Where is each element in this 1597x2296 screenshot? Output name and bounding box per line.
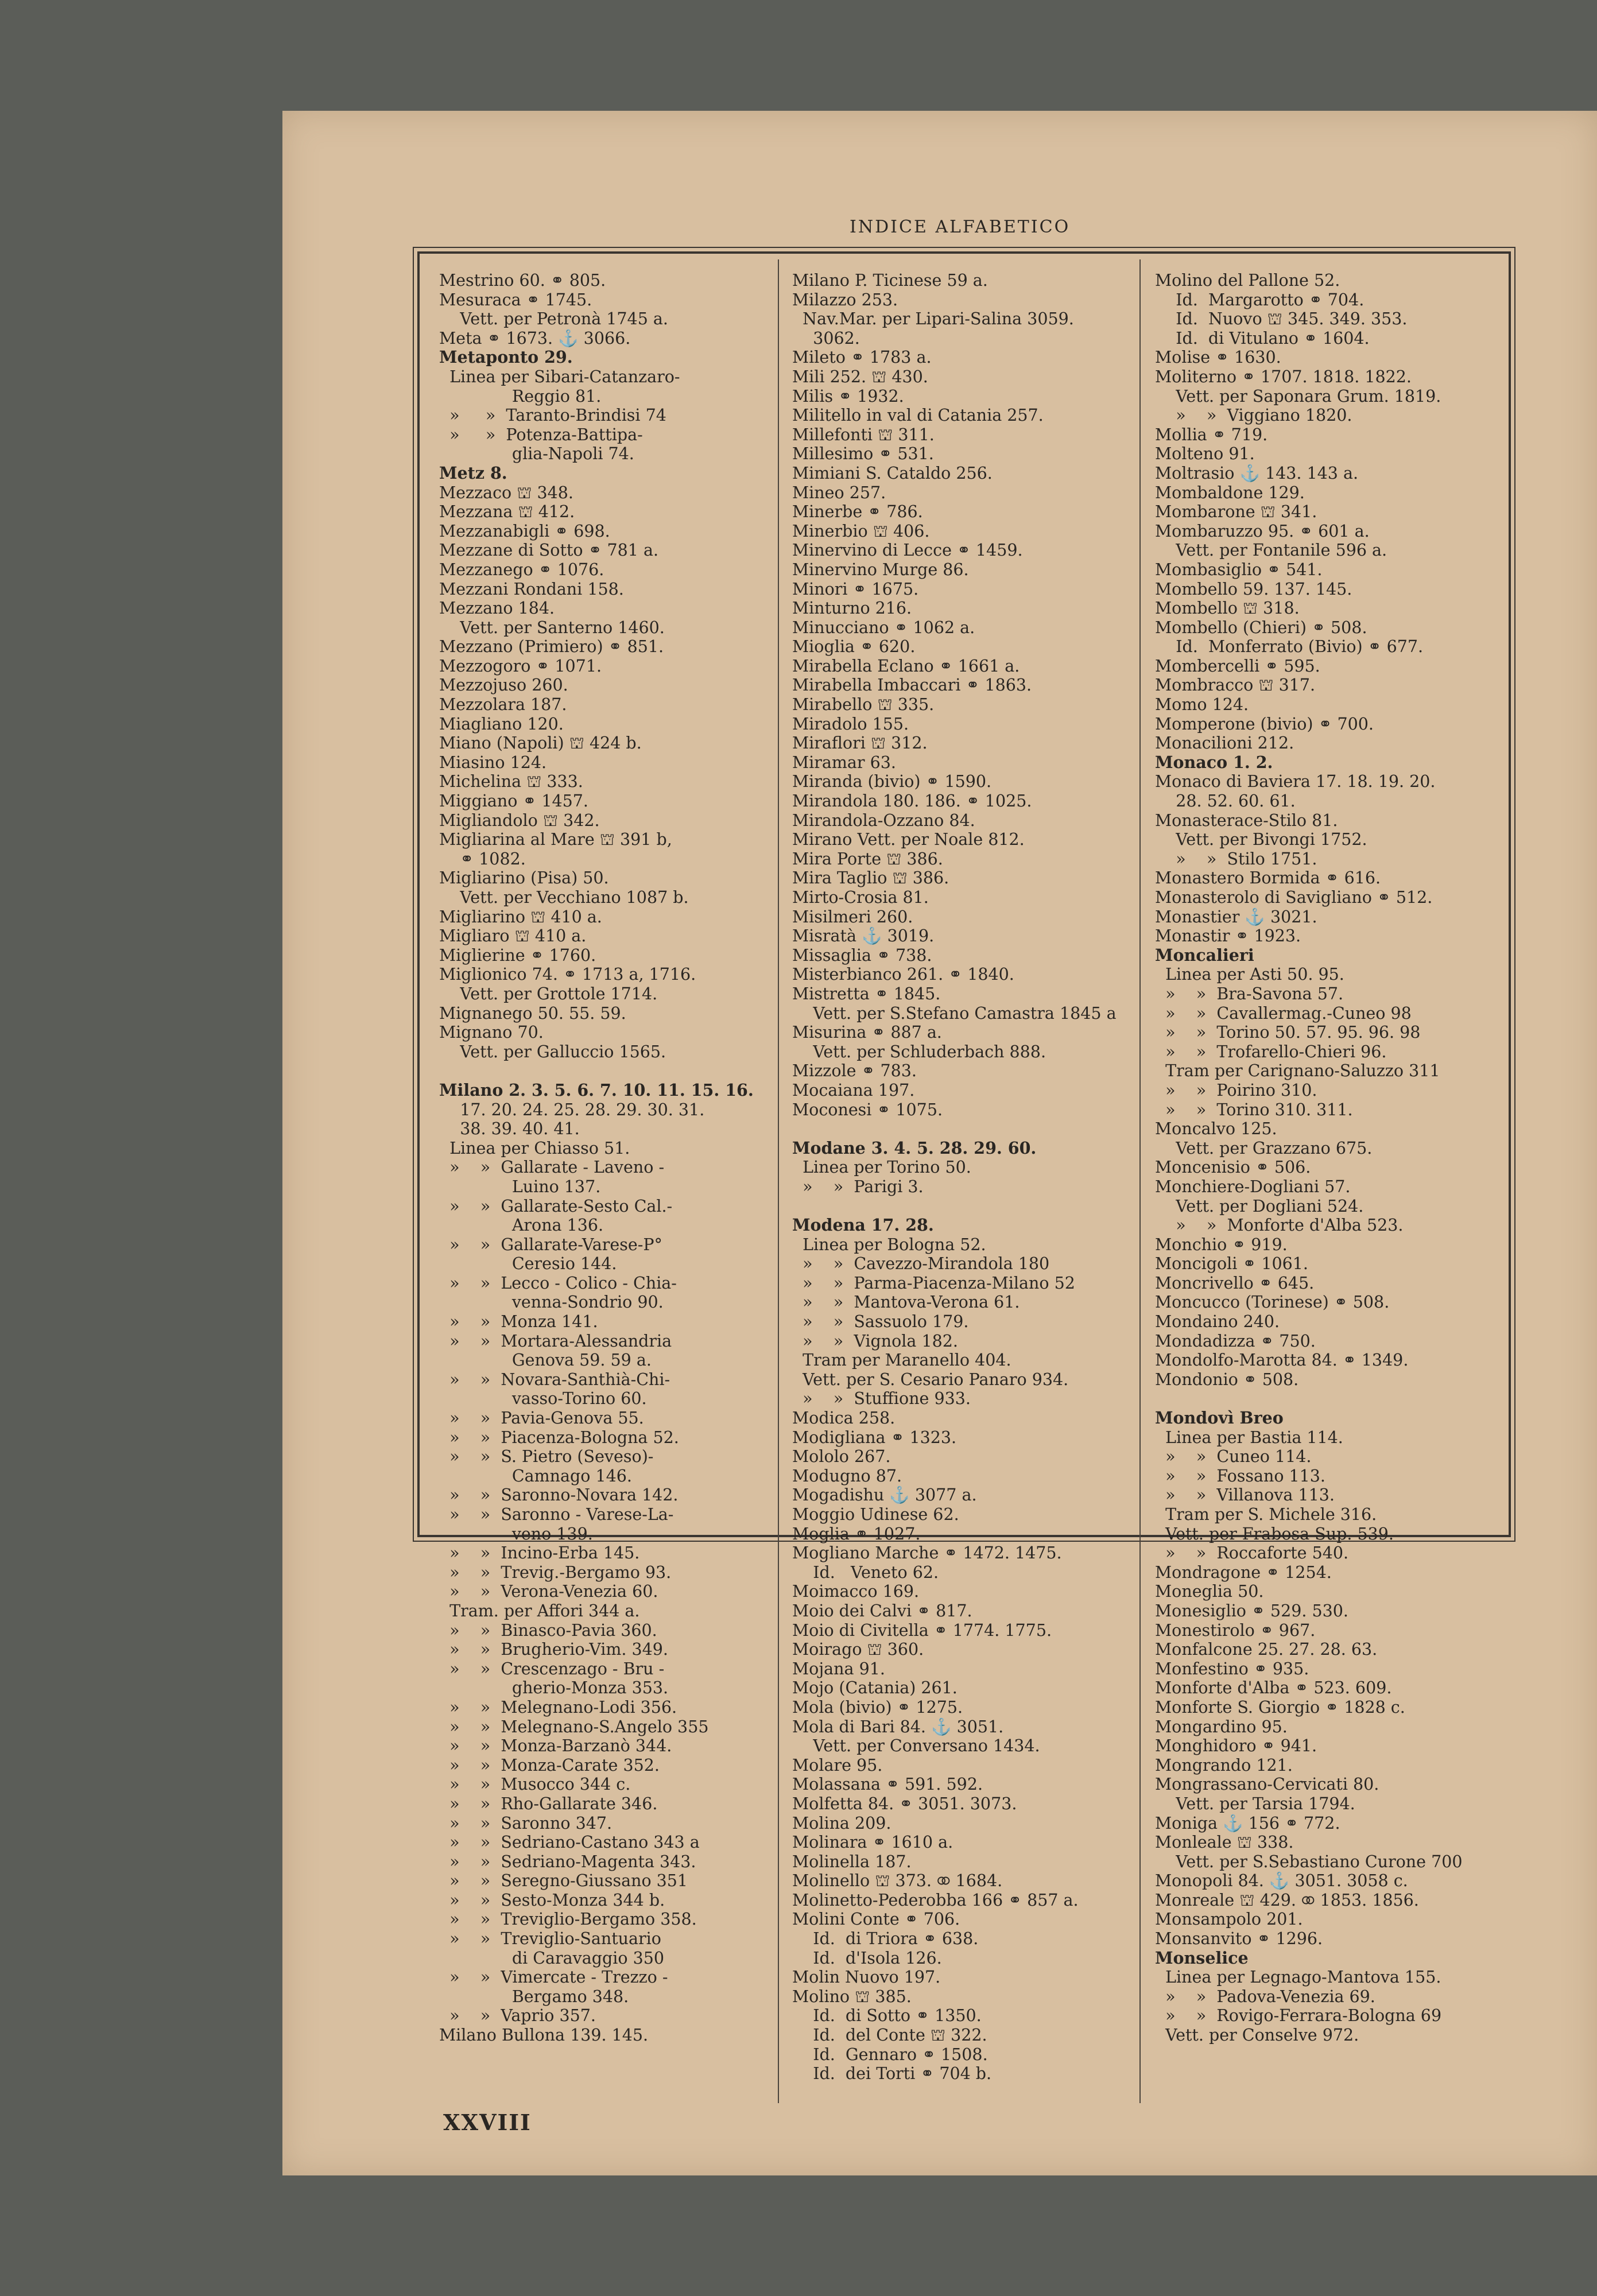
index-entry: Mondonio ⚭ 508. [1155, 1370, 1299, 1389]
index-entry: Michelina ⛫ 333. [439, 772, 583, 792]
index-entry: Monasterolo di Savigliano ⚭ 512. [1155, 888, 1433, 907]
index-entry: Migliarino (Pisa) 50. [439, 868, 609, 888]
index-entry: Mombello (Chieri) ⚭ 508. [1155, 618, 1367, 637]
index-entry: » » Torino 310. 311. [1155, 1100, 1353, 1119]
index-entry: Misratà ⚓ 3019. [792, 926, 935, 946]
index-entry: » » Bra-Savona 57. [1155, 984, 1344, 1003]
index-entry: » » Potenza-Battipa- [439, 425, 643, 444]
index-entry: Modane 3. 4. 5. 28. 29. 60. [792, 1138, 1037, 1158]
index-entry: Monfestino ⚭ 935. [1155, 1659, 1309, 1678]
index-entry: Linea per Sibari-Catanzaro- [439, 367, 680, 386]
index-entry: ⚭ 1082. [439, 849, 526, 868]
index-entry: Minerbe ⚭ 786. [792, 502, 923, 522]
index-entry: veno 139. [439, 1524, 593, 1543]
index-entry: Mezzanabigli ⚭ 698. [439, 521, 610, 541]
index-entry: Id. d'Isola 126. [792, 1948, 942, 1968]
index-entry: Tram. per Affori 344 a. [439, 1601, 640, 1620]
index-entry: » » Melegnano-S.Angelo 355 [439, 1717, 709, 1736]
index-entry: » » Piacenza-Bologna 52. [439, 1428, 679, 1447]
index-entry: » » Vignola 182. [792, 1331, 958, 1351]
index-entry: Linea per Legnago-Mantova 155. [1155, 1968, 1441, 1987]
index-entry: Mirabello ⛫ 335. [792, 695, 935, 715]
index-entry: Moimacco 169. [792, 1582, 920, 1601]
index-entry: Moglia ⚭ 1027. [792, 1524, 921, 1543]
index-entry: Id. Gennaro ⚭ 1508. [792, 2045, 988, 2064]
index-entry: Camnago 146. [439, 1466, 632, 1486]
index-entry: Mirabella Imbaccari ⚭ 1863. [792, 676, 1032, 695]
index-entry: Minerbio ⛫ 406. [792, 521, 930, 541]
index-entry: » » Treviglio-Bergamo 358. [439, 1910, 697, 1929]
index-entry: Id. di Vitulano ⚭ 1604. [1155, 328, 1370, 348]
index-entry: Miano (Napoli) ⛫ 424 b. [439, 734, 642, 753]
index-entry: 3062. [792, 328, 860, 348]
index-entry: Moncigoli ⚭ 1061. [1155, 1254, 1308, 1274]
index-entry: Vett. per Conversano 1434. [792, 1736, 1040, 1756]
index-entry: » » Viggiano 1820. [1155, 406, 1352, 425]
index-entry: Miglierine ⚭ 1760. [439, 945, 596, 965]
index-entry: Monesiglio ⚭ 529. 530. [1155, 1601, 1348, 1620]
index-entry: Id. di Sotto ⚭ 1350. [792, 2006, 982, 2026]
index-entry: Miagliano 120. [439, 714, 564, 734]
index-entry: Vett. per Grottole 1714. [439, 984, 658, 1003]
index-entry: Monchiere-Dogliani 57. [1155, 1177, 1351, 1196]
index-entry: » » Cuneo 114. [1155, 1447, 1312, 1467]
index-entry: » » Cavallermag.-Cuneo 98 [1155, 1003, 1412, 1023]
index-entry: Migliandolo ⛫ 342. [439, 810, 600, 830]
index-entry: Minucciano ⚭ 1062 a. [792, 618, 975, 637]
entry-spacer [1155, 1389, 1493, 1409]
index-entry: Mileto ⚭ 1783 a. [792, 348, 932, 367]
index-entry: » » Verona-Venezia 60. [439, 1582, 658, 1601]
index-entry: Milis ⚭ 1932. [792, 386, 904, 406]
index-entry: Vett. per Tarsia 1794. [1155, 1794, 1355, 1813]
index-entry: Moltrasio ⚓ 143. 143 a. [1155, 463, 1359, 483]
index-column-1 [439, 271, 765, 2045]
index-entry: Genova 59. 59 a. [439, 1351, 652, 1370]
index-entry: » » Rho-Gallarate 346. [439, 1794, 658, 1813]
index-entry: » » Mortara-Alessandria [439, 1331, 672, 1351]
index-entry: » » Trevig.-Bergamo 93. [439, 1562, 672, 1582]
index-entry: Luino 137. [439, 1177, 601, 1196]
index-entry: Mongrassano-Cervicati 80. [1155, 1775, 1379, 1794]
index-entry: Moio dei Calvi ⚭ 817. [792, 1601, 972, 1620]
index-entry: Moirago ⛫ 360. [792, 1640, 924, 1659]
index-column-2 [792, 271, 1128, 2084]
index-entry: Molinetto-Pederobba 166 ⚭ 857 a. [792, 1890, 1079, 1910]
index-entry: Millesimo ⚭ 531. [792, 444, 934, 464]
entry-spacer [792, 1197, 1128, 1216]
index-entry: Moniga ⚓ 156 ⚭ 772. [1155, 1813, 1340, 1833]
index-entry: Mogadishu ⚓ 3077 a. [792, 1486, 977, 1505]
index-entry: Vett. per Conselve 972. [1155, 2026, 1359, 2045]
index-entry: Vett. per Schluderbach 888. [792, 1042, 1046, 1061]
column-rule [778, 259, 779, 2103]
index-entry: Vett. per Dogliani 524. [1155, 1196, 1364, 1216]
index-entry: Mineo 257. [792, 483, 886, 502]
index-entry: Monselice [1155, 1948, 1249, 1968]
index-entry: Mezzolara 187. [439, 695, 567, 715]
index-entry: Moncucco (Torinese) ⚭ 508. [1155, 1293, 1390, 1312]
index-entry: Id. Monferrato (Bivio) ⚭ 677. [1155, 637, 1424, 657]
index-entry: Modica 258. [792, 1409, 896, 1428]
index-entry: Moncenisio ⚭ 506. [1155, 1158, 1311, 1177]
index-entry: Monastero Bormida ⚭ 616. [1155, 868, 1381, 888]
index-entry: Mira Porte ⛫ 386. [792, 849, 943, 868]
index-entry: » » Stuffione 933. [792, 1389, 971, 1409]
index-entry: » » Sassuolo 179. [792, 1312, 969, 1332]
index-entry: Vett. per Santerno 1460. [439, 618, 665, 637]
index-entry: Vett. per S.Sebastiano Curone 700 [1155, 1852, 1463, 1871]
index-entry: Mira Taglio ⛫ 386. [792, 868, 949, 888]
index-entry: Monforte d'Alba ⚭ 523. 609. [1155, 1678, 1392, 1698]
index-entry: » » Treviglio-Santuario [439, 1929, 661, 1949]
index-entry: Mombello 59. 137. 145. [1155, 579, 1352, 599]
index-entry: Mirandola 180. 186. ⚭ 1025. [792, 792, 1032, 811]
index-entry: Mignanego 50. 55. 59. [439, 1003, 626, 1023]
index-entry: Monacilioni 212. [1155, 734, 1294, 753]
index-entry: Mongrando 121. [1155, 1755, 1293, 1775]
index-entry: Minervino di Lecce ⚭ 1459. [792, 541, 1023, 560]
index-entry: » » Fossano 113. [1155, 1466, 1325, 1486]
index-entry: Mezzano (Primiero) ⚭ 851. [439, 637, 664, 657]
index-entry: Vett. per Saponara Grum. 1819. [1155, 386, 1441, 406]
index-entry: Minervino Murge 86. [792, 560, 969, 579]
index-entry: Milano 2. 3. 5. 6. 7. 10. 11. 15. 16. [439, 1080, 754, 1100]
index-entry: Nav.Mar. per Lipari-Salina 3059. [792, 309, 1074, 329]
index-entry: » » Stilo 1751. [1155, 849, 1317, 868]
index-entry: Monleale ⛫ 338. [1155, 1833, 1294, 1852]
index-entry: 17. 20. 24. 25. 28. 29. 30. 31. [439, 1100, 705, 1119]
index-entry: » » Saronno 347. [439, 1813, 613, 1833]
index-entry: Migliaro ⛫ 410 a. [439, 926, 587, 946]
index-entry: » » Brugherio-Vim. 349. [439, 1640, 668, 1659]
index-entry: Mombercelli ⚭ 595. [1155, 656, 1320, 676]
index-entry: Momo 124. [1155, 695, 1249, 715]
index-entry: Vett. per Grazzano 675. [1155, 1138, 1373, 1158]
index-entry: » » Monza 141. [439, 1312, 598, 1332]
index-entry: Millefonti ⛫ 311. [792, 425, 935, 444]
index-entry: » » Seregno-Giussano 351 [439, 1871, 688, 1891]
index-entry: Milano P. Ticinese 59 a. [792, 271, 988, 290]
index-entry: Moggio Udinese 62. [792, 1505, 959, 1524]
index-entry: Molinara ⚭ 1610 a. [792, 1833, 953, 1852]
index-entry: Mezzogoro ⚭ 1071. [439, 656, 602, 676]
index-entry: Mezzana ⛫ 412. [439, 502, 575, 522]
index-entry: Miramar 63. [792, 753, 896, 772]
index-entry: Mombaruzzo 95. ⚭ 601 a. [1155, 521, 1370, 541]
index-column-3 [1155, 271, 1493, 2045]
index-entry: Linea per Bastia 114. [1155, 1428, 1343, 1447]
page-number: XXVIII [443, 2109, 532, 2135]
index-entry: » » Parma-Piacenza-Milano 52 [792, 1273, 1075, 1293]
index-entry: Mombaldone 129. [1155, 483, 1305, 502]
index-entry: Molini Conte ⚭ 706. [792, 1910, 960, 1929]
index-entry: Miggiano ⚭ 1457. [439, 792, 588, 811]
index-entry: Molare 95. [792, 1755, 883, 1775]
index-entry: Miradolo 155. [792, 714, 909, 734]
index-entry: Mignano 70. [439, 1023, 544, 1042]
index-entry: Militello in val di Catania 257. [792, 406, 1044, 425]
index-entry: Miasino 124. [439, 753, 547, 772]
index-entry: Missaglia ⚭ 738. [792, 945, 932, 965]
index-entry: » » Gallarate-Varese-P° [439, 1235, 662, 1254]
index-entry: Mombello ⛫ 318. [1155, 599, 1300, 618]
index-entry: Mondaino 240. [1155, 1312, 1280, 1332]
index-entry: Vett. per S. Cesario Panaro 934. [792, 1370, 1069, 1389]
index-entry: » » Vaprio 357. [439, 2006, 596, 2026]
index-entry: Monsanvito ⚭ 1296. [1155, 1929, 1323, 1949]
index-entry: Mimiani S. Cataldo 256. [792, 463, 993, 483]
index-entry: Molin Nuovo 197. [792, 1968, 941, 1987]
index-entry: Vett. per Frabosa Sup. 539. [1155, 1524, 1394, 1543]
index-entry: Mojo (Catania) 261. [792, 1678, 958, 1698]
index-entry: Id. Margarotto ⚭ 704. [1155, 290, 1365, 309]
index-entry: Minturno 216. [792, 599, 912, 618]
index-entry: Linea per Asti 50. 95. [1155, 965, 1344, 984]
index-entry: Bergamo 348. [439, 1987, 629, 2006]
index-entry: » » Binasco-Pavia 360. [439, 1620, 657, 1640]
index-entry: Mezzanego ⚭ 1076. [439, 560, 604, 579]
index-entry: Tram per S. Michele 316. [1155, 1505, 1377, 1524]
index-entry: Molfetta 84. ⚭ 3051. 3073. [792, 1794, 1017, 1813]
index-entry: Linea per Torino 50. [792, 1158, 971, 1177]
index-entry: Modugno 87. [792, 1466, 902, 1486]
index-entry: » » Villanova 113. [1155, 1486, 1335, 1505]
index-entry: » » Roccaforte 540. [1155, 1543, 1349, 1563]
index-entry: » » Vimercate - Trezzo - [439, 1968, 668, 1987]
index-entry: Modigliana ⚭ 1323. [792, 1428, 957, 1447]
index-entry: Vett. per Galluccio 1565. [439, 1042, 666, 1061]
index-entry: Migliarino ⛫ 410 a. [439, 907, 602, 926]
index-entry: Mola di Bari 84. ⚓ 3051. [792, 1717, 1004, 1736]
index-entry: Mogliano Marche ⚭ 1472. 1475. [792, 1543, 1062, 1563]
index-entry: Vett. per Vecchiano 1087 b. [439, 888, 689, 907]
index-entry: » » Incino-Erba 145. [439, 1543, 640, 1563]
index-entry: Milazzo 253. [792, 290, 898, 309]
index-entry: Misurina ⚭ 887 a. [792, 1023, 942, 1042]
index-entry: Modena 17. 28. [792, 1216, 934, 1235]
index-entry: » » Taranto-Brindisi 74 [439, 406, 666, 425]
index-entry: Vett. per Petronà 1745 a. [439, 309, 668, 329]
index-entry: » » Novara-Santhià-Chi- [439, 1370, 670, 1389]
index-entry: Misilmeri 260. [792, 907, 913, 926]
index-entry: venna-Sondrio 90. [439, 1293, 664, 1312]
index-entry: Monasterace-Stilo 81. [1155, 810, 1338, 830]
index-entry: » » Pavia-Genova 55. [439, 1409, 644, 1428]
index-entry: Mezzaco ⛫ 348. [439, 483, 573, 502]
index-entry: Milano Bullona 139. 145. [439, 2026, 649, 2045]
index-entry: Monchio ⚭ 919. [1155, 1235, 1288, 1254]
index-entry: Molise ⚭ 1630. [1155, 348, 1281, 367]
index-entry: Mirano Vett. per Noale 812. [792, 830, 1025, 850]
index-entry: Molteno 91. [1155, 444, 1255, 464]
index-entry: Mombarone ⛫ 341. [1155, 502, 1317, 522]
index-entry: Moliterno ⚭ 1707. 1818. 1822. [1155, 367, 1412, 386]
index-entry: Molassana ⚭ 591. 592. [792, 1775, 983, 1794]
index-entry: Mojana 91. [792, 1659, 885, 1678]
index-entry: Molinello ⛫ 373. ⚭ 1684. [792, 1871, 1003, 1891]
index-entry: Mirabella Eclano ⚭ 1661 a. [792, 656, 1020, 676]
index-entry: Arona 136. [439, 1216, 604, 1235]
index-entry: » » Musocco 344 c. [439, 1775, 631, 1794]
index-entry: Molina 209. [792, 1813, 891, 1833]
index-entry: 38. 39. 40. 41. [439, 1119, 580, 1139]
index-entry: Linea per Chiasso 51. [439, 1138, 630, 1158]
index-entry: Miraflori ⛫ 312. [792, 734, 928, 753]
index-entry: Mili 252. ⛫ 430. [792, 367, 928, 386]
index-entry: gherio-Monza 353. [439, 1678, 669, 1698]
index-entry: Molinella 187. [792, 1852, 912, 1871]
index-entry: Mondolfo-Marotta 84. ⚭ 1349. [1155, 1351, 1409, 1370]
index-entry: Monastier ⚓ 3021. [1155, 907, 1317, 926]
index-entry: Mola (bivio) ⚭ 1275. [792, 1697, 963, 1717]
index-entry: Reggio 81. [439, 386, 602, 406]
index-entry: Momperone (bivio) ⚭ 700. [1155, 714, 1374, 734]
index-entry: Monestirolo ⚭ 967. [1155, 1620, 1316, 1640]
index-entry: Mezzani Rondani 158. [439, 579, 624, 599]
index-entry: glia-Napoli 74. [439, 444, 634, 464]
index-entry: » » Mantova-Verona 61. [792, 1293, 1020, 1312]
index-entry: Monreale ⛫ 429. ⚭ 1853. 1856. [1155, 1890, 1419, 1910]
entry-spacer [792, 1119, 1128, 1139]
index-entry: Metaponto 29. [439, 348, 573, 367]
index-entry: Monopoli 84. ⚓ 3051. 3058 c. [1155, 1871, 1408, 1891]
index-entry: Moconesi ⚭ 1075. [792, 1100, 943, 1119]
index-entry: Mocaiana 197. [792, 1080, 915, 1100]
index-entry: Id. Veneto 62. [792, 1562, 939, 1582]
index-entry: » » Cavezzo-Mirandola 180 [792, 1254, 1050, 1274]
index-entry: Mondragone ⚭ 1254. [1155, 1562, 1332, 1582]
index-entry: Mesuraca ⚭ 1745. [439, 290, 592, 309]
index-entry: Monaco di Baviera 17. 18. 19. 20. [1155, 772, 1436, 792]
index-entry: Moio di Civitella ⚭ 1774. 1775. [792, 1620, 1052, 1640]
index-entry: Minori ⚭ 1675. [792, 579, 919, 599]
index-entry: » » Melegnano-Lodi 356. [439, 1697, 677, 1717]
index-entry: Mongardino 95. [1155, 1717, 1288, 1736]
index-entry: » » Poirino 310. [1155, 1080, 1317, 1100]
index-entry: » » Monforte d'Alba 523. [1155, 1216, 1404, 1235]
index-entry: Vett. per Bivongi 1752. [1155, 830, 1367, 850]
index-entry: Mioglia ⚭ 620. [792, 637, 916, 657]
index-entry: » » Padova-Venezia 69. [1155, 1987, 1375, 2006]
index-entry: Tram per Maranello 404. [792, 1351, 1011, 1370]
index-entry: Migliarina al Mare ⛫ 391 b, [439, 830, 672, 850]
index-entry: » » Crescenzago - Bru - [439, 1659, 665, 1678]
entry-spacer [439, 1061, 765, 1081]
index-entry: Moncrivello ⚭ 645. [1155, 1273, 1315, 1293]
index-entry: Vett. per S.Stefano Camastra 1845 a [792, 1003, 1117, 1023]
index-entry: » » Gallarate - Laveno - [439, 1158, 665, 1177]
index-entry: » » Rovigo-Ferrara-Bologna 69 [1155, 2006, 1442, 2026]
index-entry: » » Sedriano-Magenta 343. [439, 1852, 696, 1871]
index-entry: Moncalvo 125. [1155, 1119, 1277, 1139]
index-entry: Vett. per Fontanile 596 a. [1155, 541, 1387, 560]
index-entry: » » Gallarate-Sesto Cal.- [439, 1196, 673, 1216]
index-entry: Id. di Triora ⚭ 638. [792, 1929, 979, 1949]
index-entry: Meta ⚭ 1673. ⚓ 3066. [439, 328, 631, 348]
index-entry: Moncalieri [1155, 945, 1254, 965]
index-entry: Linea per Bologna 52. [792, 1235, 986, 1254]
index-entry: Monsampolo 201. [1155, 1910, 1303, 1929]
index-entry: di Caravaggio 350 [439, 1948, 664, 1968]
index-entry: Misterbianco 261. ⚭ 1840. [792, 965, 1014, 984]
index-entry: Monfalcone 25. 27. 28. 63. [1155, 1640, 1378, 1659]
index-entry: Miranda (bivio) ⚭ 1590. [792, 772, 992, 792]
index-entry: Moneglia 50. [1155, 1582, 1264, 1601]
index-entry: Mirandola-Ozzano 84. [792, 810, 975, 830]
index-entry: Monaco 1. 2. [1155, 753, 1273, 772]
index-entry: » » Saronno-Novara 142. [439, 1486, 679, 1505]
index-entry: » » Trofarello-Chieri 96. [1155, 1042, 1387, 1061]
index-entry: Mombracco ⛫ 317. [1155, 676, 1316, 695]
index-entry: Metz 8. [439, 463, 507, 483]
index-entry: Mondovì Breo [1155, 1409, 1284, 1428]
index-entry: Miglionico 74. ⚭ 1713 a, 1716. [439, 965, 696, 984]
index-entry: Id. del Conte ⛫ 322. [792, 2026, 987, 2045]
index-entry: » » Monza-Barzanò 344. [439, 1736, 672, 1756]
index-entry: Mollia ⚭ 719. [1155, 425, 1268, 444]
index-entry: Mondadizza ⚭ 750. [1155, 1331, 1316, 1351]
index-entry: Mirto-Crosia 81. [792, 888, 929, 907]
index-entry: Mestrino 60. ⚭ 805. [439, 271, 606, 290]
column-rule [1139, 259, 1141, 2103]
index-entry: » » Monza-Carate 352. [439, 1755, 660, 1775]
index-entry: » » Parigi 3. [792, 1177, 924, 1196]
index-entry: Ceresio 144. [439, 1254, 617, 1274]
index-entry: Mombasiglio ⚭ 541. [1155, 560, 1323, 579]
index-entry: Tram per Carignano-Saluzzo 311 [1155, 1061, 1440, 1081]
index-entry: Monghidoro ⚭ 941. [1155, 1736, 1317, 1756]
index-entry: Mololo 267. [792, 1447, 891, 1467]
index-entry: 28. 52. 60. 61. [1155, 792, 1296, 811]
index-entry: Id. dei Torti ⚭ 704 b. [792, 2064, 992, 2084]
index-entry: Mezzojuso 260. [439, 676, 568, 695]
index-entry: » » S. Pietro (Seveso)- [439, 1447, 654, 1467]
index-entry: » » Lecco - Colico - Chia- [439, 1273, 677, 1293]
index-entry: Id. Nuovo ⛫ 345. 349. 353. [1155, 309, 1408, 329]
index-entry: Mezzano 184. [439, 599, 555, 618]
index-entry: » » Saronno - Varese-La- [439, 1505, 674, 1524]
index-entry: Molino ⛫ 385. [792, 1987, 912, 2006]
index-entry: » » Sesto-Monza 344 b. [439, 1890, 665, 1910]
index-entry: Mistretta ⚭ 1845. [792, 984, 941, 1003]
page-header: INDICE ALFABETICO [850, 217, 1071, 237]
index-entry: » » Sedriano-Castano 343 a [439, 1833, 700, 1852]
index-entry: Molino del Pallone 52. [1155, 271, 1340, 290]
index-entry: Mizzole ⚭ 783. [792, 1061, 917, 1081]
index-entry: Monforte S. Giorgio ⚭ 1828 c. [1155, 1697, 1405, 1717]
index-entry: Mezzane di Sotto ⚭ 781 a. [439, 541, 659, 560]
index-entry: Monastir ⚭ 1923. [1155, 926, 1301, 946]
index-entry: » » Torino 50. 57. 95. 96. 98 [1155, 1023, 1421, 1042]
index-entry: vasso-Torino 60. [439, 1389, 647, 1409]
